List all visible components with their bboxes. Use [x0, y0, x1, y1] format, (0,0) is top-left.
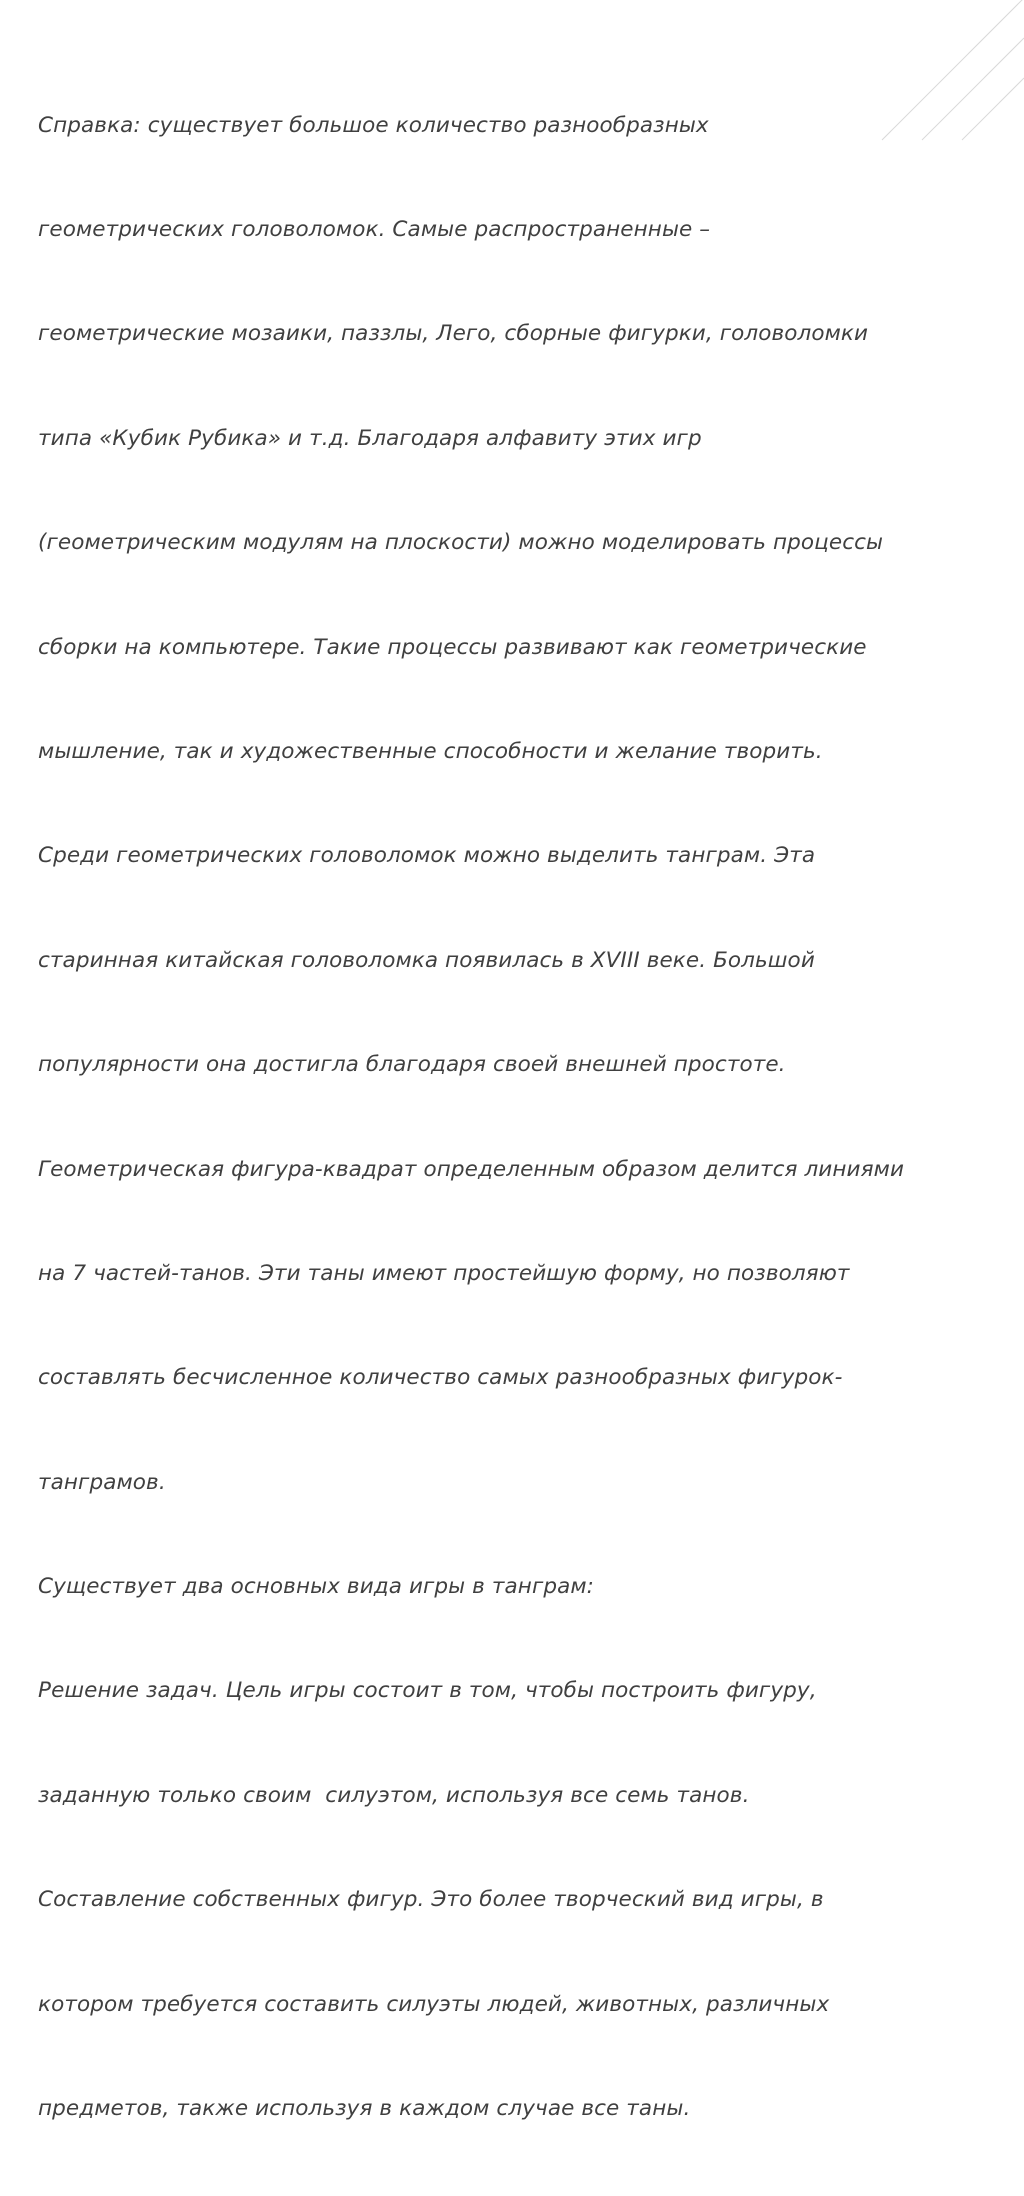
text-line: Существует два основных вида игры в танграм:: [38, 1574, 595, 1600]
text-line: типа «Кубик Рубика» и т.д. Благодаря алфавиту этих игр: [38, 425, 702, 451]
text-line: (геометрическим модулям на плоскости) можно моделировать процессы: [38, 530, 884, 556]
text-line: Геометрическая фигура-квадрат определенным образом делится линиями: [38, 1156, 905, 1182]
text-line: танграмов.: [38, 1469, 166, 1495]
text-line: предметов, также используя в каждом случае все таны.: [38, 2096, 691, 2122]
text-line: геометрических головоломок. Самые распространенные –: [38, 216, 711, 242]
text-line: старинная китайская головоломка появилась в XVIII веке. Большой: [38, 947, 815, 973]
text-line: Составление собственных фигур. Это более творческий вид игры, в: [38, 1887, 824, 1913]
text-line: популярности она достигла благодаря своей внешней простоте.: [38, 1052, 786, 1078]
text-line: мышление, так и художественные способности и желание творить.: [38, 738, 823, 764]
text-line: котором требуется составить силуэты людей, животных, различных: [38, 1991, 830, 2017]
text-line: Среди геометрических головоломок можно выделить танграм. Эта: [38, 843, 816, 869]
text-line: на 7 частей-танов. Эти таны имеют простейшую форму, но позволяют: [38, 1260, 850, 1286]
text-line: Справка: существует большое количество разнообразных: [38, 112, 709, 138]
text-line: Решение задач. Цель игры состоит в том, чтобы построить фигуру,: [38, 1678, 817, 1704]
slide-text: [38, 39, 1010, 2196]
text-line: составлять бесчисленное количество самых разнообразных фигурок-: [38, 1365, 843, 1391]
text-line: сборки на компьютере. Такие процессы развивают как геометрические: [38, 634, 867, 660]
text-line: заданную только своим силуэтом, используя все семь танов.: [38, 1782, 750, 1808]
text-line: геометрические мозаики, паззлы, Лего, сборные фигурки, головоломки: [38, 321, 869, 347]
